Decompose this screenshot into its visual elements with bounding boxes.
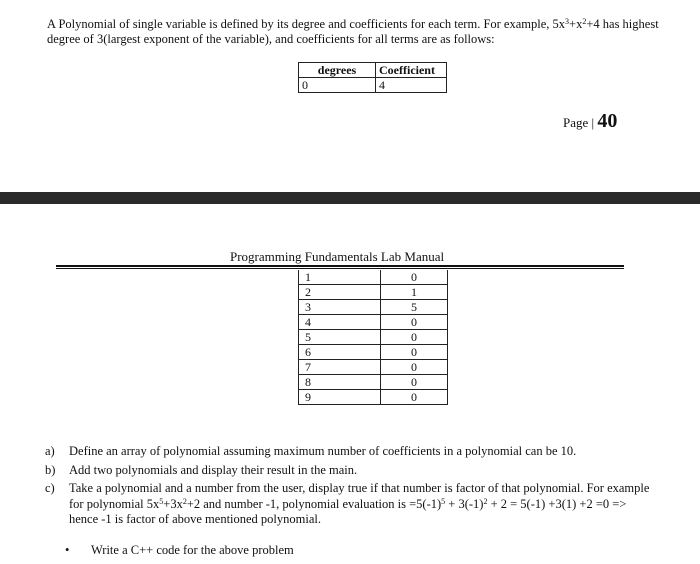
bullet-dot-icon: • bbox=[65, 543, 70, 557]
table-row bbox=[299, 375, 448, 390]
degree-cell: 3 bbox=[299, 300, 381, 315]
task-c bbox=[45, 481, 655, 528]
bullet-item bbox=[65, 543, 294, 558]
task-b bbox=[45, 463, 655, 479]
table-row bbox=[299, 300, 448, 315]
task-a bbox=[45, 444, 655, 460]
header-rule-thick bbox=[56, 265, 624, 267]
coefficient-cell: 0 bbox=[381, 315, 448, 330]
task-c-exponent-5: 5 bbox=[159, 496, 164, 506]
coefficient-cell: 0 bbox=[381, 270, 448, 285]
coefficient-cell: 4 bbox=[376, 78, 447, 93]
coefficient-cell: 0 bbox=[381, 360, 448, 375]
intro-text-2: +x bbox=[569, 17, 583, 31]
coefficient-cell: 0 bbox=[381, 330, 448, 345]
header-degrees: degrees bbox=[299, 63, 376, 78]
task-c-text-2: +3x bbox=[163, 496, 183, 511]
manual-header-title: Programming Fundamentals Lab Manual bbox=[230, 249, 445, 264]
task-c-exponent-2: 2 bbox=[182, 496, 187, 506]
task-c-text-4: + 3(-1) bbox=[445, 496, 484, 511]
degree-cell: 5 bbox=[299, 330, 381, 345]
coefficient-cell: 0 bbox=[381, 390, 448, 405]
page-label: Page | bbox=[563, 115, 598, 130]
table-header-row bbox=[299, 63, 447, 78]
bullet-text: Write a C++ code for the above problem bbox=[91, 543, 294, 557]
task-c-text bbox=[69, 481, 655, 528]
table-row bbox=[299, 78, 447, 93]
page-separator-band bbox=[0, 192, 700, 204]
degree-coefficient-table bbox=[298, 62, 447, 93]
intro-exponent-2: 2 bbox=[582, 17, 587, 26]
task-c-text-1: Take a polynomial and a number from the user, display true if that number is factor of that polynomial. For example for polynomial 5x bbox=[69, 481, 650, 511]
degree-cell: 2 bbox=[299, 285, 381, 300]
degree-cell: 8 bbox=[299, 375, 381, 390]
table-row bbox=[299, 270, 448, 285]
table-row bbox=[299, 360, 448, 375]
task-c-text-5: + 2 = 5(-1) +3(1) +2 =0 => hence -1 is factor of above mentioned polynomial. bbox=[69, 496, 627, 526]
task-c-exponent-5b: 5 bbox=[441, 496, 446, 506]
table-row bbox=[299, 315, 448, 330]
task-list bbox=[45, 444, 655, 531]
task-a-text: Define an array of polynomial assuming maximum number of coefficients in a polynomial can be 10. bbox=[69, 444, 577, 458]
table-row bbox=[299, 330, 448, 345]
intro-exponent-3: 3 bbox=[565, 17, 570, 26]
task-b-marker: b) bbox=[45, 462, 56, 477]
page-number bbox=[563, 110, 617, 133]
table-row bbox=[299, 285, 448, 300]
coefficient-cell: 1 bbox=[381, 285, 448, 300]
task-c-text-3: +2 and number -1, polynomial evaluation is =5(-1) bbox=[186, 496, 442, 511]
degree-cell: 6 bbox=[299, 345, 381, 360]
degree-coefficient-table-continued bbox=[298, 270, 448, 405]
coefficient-cell: 5 bbox=[381, 300, 448, 315]
task-a-marker: a) bbox=[45, 444, 55, 458]
table-row bbox=[299, 345, 448, 360]
degree-cell: 1 bbox=[299, 270, 381, 285]
header-rule-thin bbox=[56, 268, 624, 269]
table-row bbox=[299, 390, 448, 405]
task-c-marker: c) bbox=[45, 481, 55, 495]
intro-text-3: +4 has highest degree of 3(largest exponent of the variable), and coefficients for all terms are as follows: bbox=[47, 17, 659, 46]
page-value: 40 bbox=[597, 110, 618, 132]
coefficient-cell: 0 bbox=[381, 375, 448, 390]
intro-paragraph bbox=[47, 17, 667, 47]
intro-text-1: A Polynomial of single variable is defined by its degree and coefficients for each term. For example, 5x bbox=[47, 17, 566, 31]
degree-cell: 4 bbox=[299, 315, 381, 330]
degree-cell: 0 bbox=[299, 78, 376, 93]
task-b-text: Add two polynomials and display their result in the main. bbox=[69, 462, 358, 477]
degree-cell: 9 bbox=[299, 390, 381, 405]
degree-cell: 7 bbox=[299, 360, 381, 375]
coefficient-cell: 0 bbox=[381, 345, 448, 360]
header-coefficient: Coefficient bbox=[376, 63, 447, 78]
task-c-exponent-2b: 2 bbox=[483, 496, 488, 506]
